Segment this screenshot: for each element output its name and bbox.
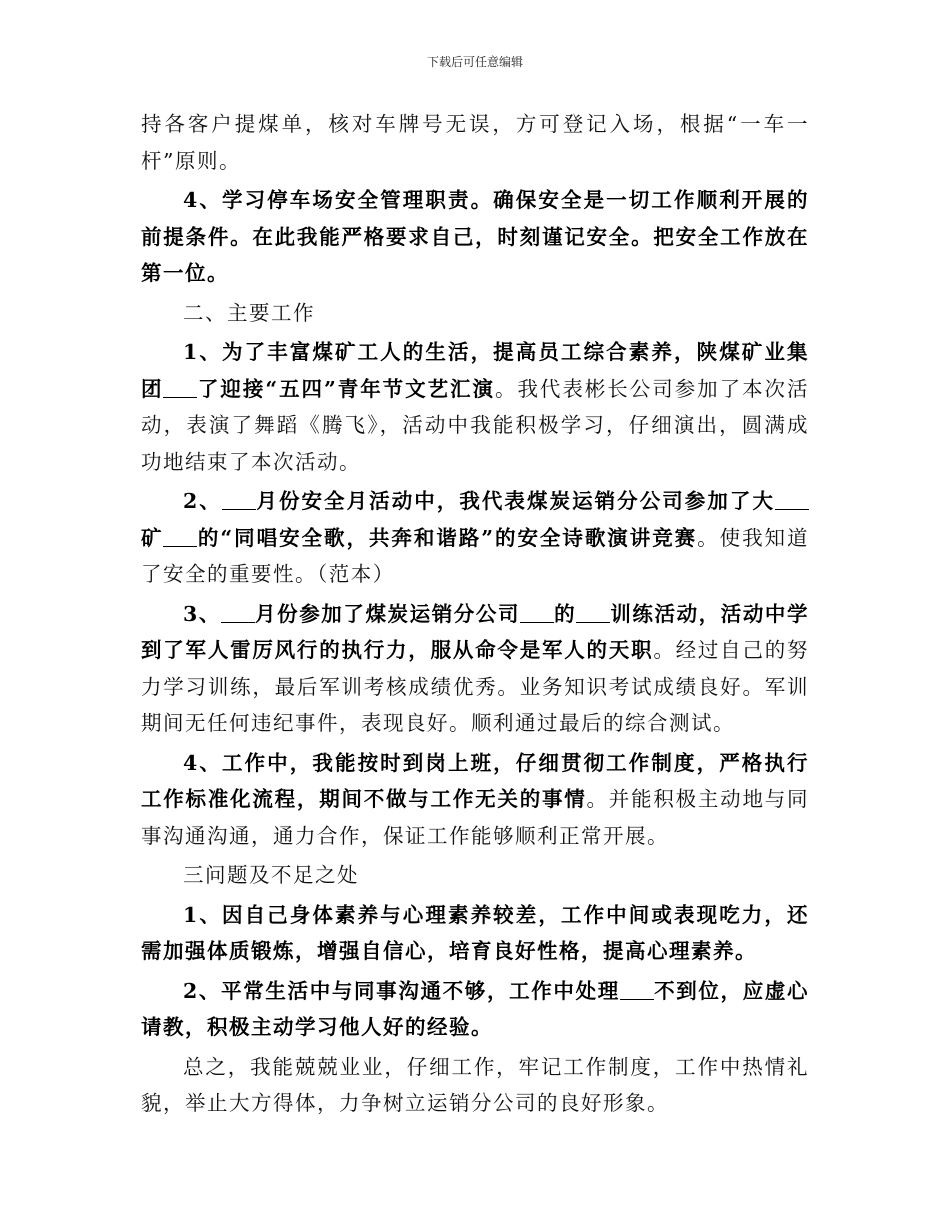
document-body — [141, 106, 809, 1122]
fill-blank — [620, 981, 654, 1000]
work-3-text: 。经过自己的努力学习训练，最后军训考核成绩优秀。业务知识考试成绩良好。军训期间无任何违纪事件，表现良好。顺利通过最后的综合测试。 — [141, 638, 809, 735]
work-2-bold-a: 2、 — [183, 489, 222, 513]
fill-blank — [576, 604, 610, 623]
work-2-bold-b: 月份安全月活动中，我代表煤炭运销分公司参加了大 — [255, 489, 775, 513]
fill-blank — [222, 491, 256, 510]
work-3-bold-b: 月份参加了煤炭运销分公司 — [254, 601, 521, 626]
work-4-bold: 4、工作中，我能按时到岗上班，仔细贯彻工作制度，严格执行工作标准化流程，期间不做与工作无关的事情 — [141, 750, 809, 811]
section-heading-main-work: 二、主要工作 — [183, 300, 315, 325]
work-2-text: 。使我知道了安全的重要性。（范本） — [141, 525, 810, 586]
work-3-bold-a: 3、 — [183, 601, 221, 626]
paragraph-work-4 — [141, 745, 809, 855]
paragraph-problem-2 — [141, 973, 809, 1046]
fill-blank — [775, 491, 809, 510]
paragraph-summary: 总之，我能兢兢业业，仔细工作，牢记工作制度，工作中热情礼貌，举止大方得体，力争树立运销分公司的良好形象。 — [141, 1054, 809, 1115]
page-header: 下载后可任意编辑 — [426, 55, 523, 69]
work-2-bold-d: 的“同唱安全歌，共奔和谐路”的安全诗歌演讲竞赛 — [197, 525, 698, 550]
work-1-bold-a: 1、为了丰富煤矿工人的生活，提高员工综合素养，陕煤矿业集团 — [141, 340, 809, 401]
work-1-bold-b: 了迎接“五四”青年节文艺汇演 — [197, 376, 495, 401]
paragraph-work-1 — [141, 334, 809, 480]
work-4-text: 。并能积极主动地与同事沟通沟通，通力合作，保证工作能够顺利正常开展。 — [141, 787, 810, 848]
work-3-bold-c: 的 — [554, 601, 577, 626]
section-heading-problems: 三问题及不足之处 — [183, 863, 359, 887]
paragraph-problem-1: 1、因自己身体素养与心理素养较差，工作中间或表现吃力，还需加强体质锻炼，增强自信心，培育良好性格，提高心理素养。 — [141, 902, 809, 963]
fill-blank — [520, 604, 554, 623]
work-2-bold-c: 矿 — [141, 525, 164, 550]
fill-blank — [163, 528, 197, 547]
paragraph-continued: 持各客户提煤单，核对车牌号无误，方可登记入场，根据“一车一杆”原则。 — [141, 112, 809, 173]
problem-2-bold-b: 不到位，应虚心请教，积极主动学习他人好的经验。 — [141, 978, 810, 1039]
work-3-bold-d: 训练活动，活动中学到了军人雷厉风行的执行力，服从命令是军人的天职 — [141, 601, 810, 662]
work-1-text: 。我代表彬长公司参加了本次活动，表演了舞蹈《腾飞》，活动中我能积极学习，仔细演出，圆满成功地结束了本次活动。 — [141, 376, 810, 474]
fill-blank — [221, 604, 255, 623]
paragraph-work-3 — [141, 596, 809, 742]
problem-2-bold-a: 2、平常生活中与同事沟通不够，工作中处理 — [183, 978, 620, 1003]
paragraph-safety-duty: 4、学习停车场安全管理职责。确保安全是一切工作顺利开展的前提条件。在此我能严格要求自己，时刻谨记安全。把安全工作放在第一位。 — [141, 188, 809, 285]
fill-blank — [163, 379, 197, 398]
paragraph-work-2 — [141, 483, 809, 593]
